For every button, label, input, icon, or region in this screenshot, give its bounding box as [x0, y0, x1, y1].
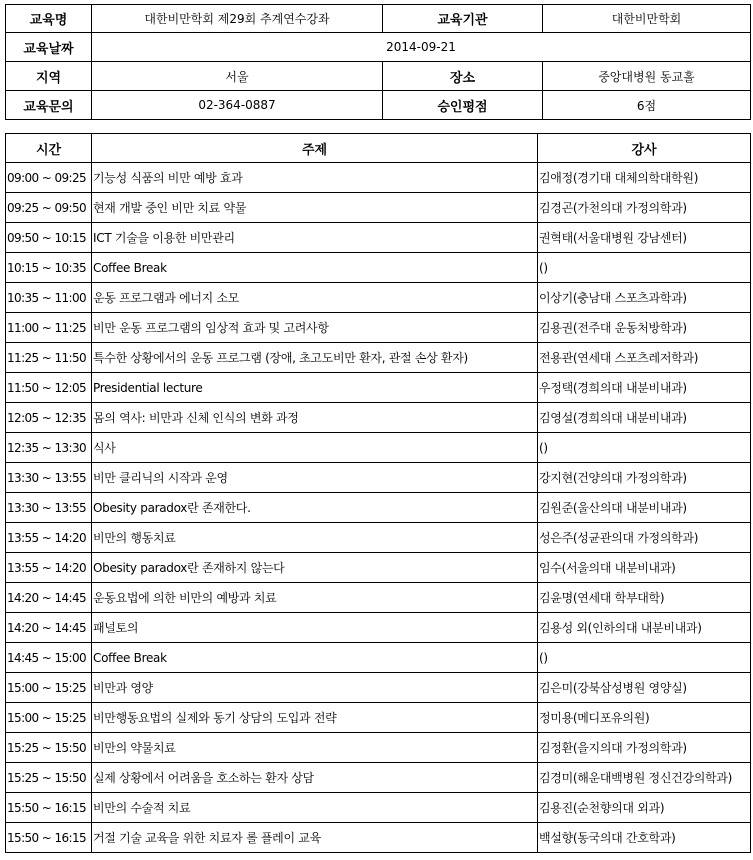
session-time: 15:00 ~ 15:25 — [6, 703, 92, 733]
session-speaker: 김경미(해운대백병원 정신건강의학과) — [538, 763, 751, 793]
schedule-table — [5, 133, 751, 853]
schedule-row — [6, 823, 751, 853]
session-topic: 비만의 수술적 치료 — [92, 793, 538, 823]
session-topic: 비만의 약물치료 — [92, 733, 538, 763]
session-speaker: 김은미(강북삼성병원 영양실) — [538, 673, 751, 703]
session-time: 13:30 ~ 13:55 — [6, 463, 92, 493]
session-topic: 비만행동요법의 실제와 동기 상담의 도입과 전략 — [92, 703, 538, 733]
venue-label: 장소 — [383, 62, 543, 91]
course-info-table — [5, 4, 751, 120]
session-time: 13:55 ~ 14:20 — [6, 523, 92, 553]
session-time: 11:25 ~ 11:50 — [6, 343, 92, 373]
schedule-row — [6, 373, 751, 403]
speaker-column-header: 강사 — [538, 134, 751, 163]
session-time: 14:45 ~ 15:00 — [6, 643, 92, 673]
course-name-label: 교육명 — [6, 5, 92, 33]
session-speaker: 김애정(경기대 대체의학대학원) — [538, 163, 751, 193]
session-topic: Coffee Break — [92, 253, 538, 283]
session-time: 15:50 ~ 16:15 — [6, 793, 92, 823]
session-speaker: 김용진(순천향의대 외과) — [538, 793, 751, 823]
session-speaker: 김정환(을지의대 가정의학과) — [538, 733, 751, 763]
session-time: 15:50 ~ 16:15 — [6, 823, 92, 853]
schedule-header-row — [6, 134, 751, 163]
session-speaker: 김영설(경희의대 내분비내과) — [538, 403, 751, 433]
session-time: 15:00 ~ 15:25 — [6, 673, 92, 703]
session-speaker: 이상기(충남대 스포츠과학과) — [538, 283, 751, 313]
region-label: 지역 — [6, 62, 92, 91]
session-time: 10:35 ~ 11:00 — [6, 283, 92, 313]
schedule-body — [6, 163, 751, 853]
session-time: 15:25 ~ 15:50 — [6, 733, 92, 763]
session-speaker: 김경곤(가천의대 가정의학과) — [538, 193, 751, 223]
topic-column-header: 주제 — [92, 134, 538, 163]
session-topic: Presidential lecture — [92, 373, 538, 403]
session-topic: 운동 프로그램과 에너지 소모 — [92, 283, 538, 313]
session-time: 13:30 ~ 13:55 — [6, 493, 92, 523]
session-topic: 거절 기술 교육을 위한 치료자 롤 플레이 교육 — [92, 823, 538, 853]
session-topic: Obesity paradox란 존재하지 않는다 — [92, 553, 538, 583]
schedule-row — [6, 343, 751, 373]
schedule-row — [6, 703, 751, 733]
schedule-row — [6, 193, 751, 223]
session-time: 14:20 ~ 14:45 — [6, 583, 92, 613]
session-topic: 기능성 식품의 비만 예방 효과 — [92, 163, 538, 193]
session-speaker: 김용권(전주대 운동처방학과) — [538, 313, 751, 343]
time-column-header: 시간 — [6, 134, 92, 163]
session-time: 13:55 ~ 14:20 — [6, 553, 92, 583]
contact-label: 교육문의 — [6, 91, 92, 120]
session-time: 09:00 ~ 09:25 — [6, 163, 92, 193]
schedule-row — [6, 313, 751, 343]
venue-value: 중앙대병원 동교홀 — [543, 62, 751, 91]
date-label: 교육날짜 — [6, 33, 92, 62]
session-time: 10:15 ~ 10:35 — [6, 253, 92, 283]
session-topic: 특수한 상황에서의 운동 프로그램 (장애, 초고도비만 환자, 관절 손상 환자) — [92, 343, 538, 373]
session-topic: 운동요법에 의한 비만의 예방과 치료 — [92, 583, 538, 613]
session-topic: Obesity paradox란 존재한다. — [92, 493, 538, 523]
session-time: 14:20 ~ 14:45 — [6, 613, 92, 643]
institution-value: 대한비만학회 — [543, 5, 751, 33]
schedule-row — [6, 673, 751, 703]
schedule-row — [6, 433, 751, 463]
session-speaker: 전용관(연세대 스포츠레저학과) — [538, 343, 751, 373]
session-topic: 비만 운동 프로그램의 임상적 효과 및 고려사항 — [92, 313, 538, 343]
contact-value: 02-364-0887 — [92, 91, 383, 120]
session-time: 11:50 ~ 12:05 — [6, 373, 92, 403]
session-topic: 비만 클리닉의 시작과 운영 — [92, 463, 538, 493]
session-time: 09:50 ~ 10:15 — [6, 223, 92, 253]
session-speaker: () — [538, 253, 751, 283]
session-topic: 몸의 역사: 비만과 신체 인식의 변화 과정 — [92, 403, 538, 433]
session-speaker: 우정택(경희의대 내분비내과) — [538, 373, 751, 403]
session-speaker: 임수(서울의대 내분비내과) — [538, 553, 751, 583]
session-topic: 비만과 영양 — [92, 673, 538, 703]
session-speaker: () — [538, 433, 751, 463]
schedule-row — [6, 763, 751, 793]
session-time: 12:05 ~ 12:35 — [6, 403, 92, 433]
info-row-contact — [6, 91, 751, 120]
session-time: 15:25 ~ 15:50 — [6, 763, 92, 793]
session-topic: 실제 상황에서 어려움을 호소하는 환자 상담 — [92, 763, 538, 793]
schedule-row — [6, 163, 751, 193]
session-speaker: 김원준(울산의대 내분비내과) — [538, 493, 751, 523]
session-speaker: 강지현(건양의대 가정의학과) — [538, 463, 751, 493]
schedule-row — [6, 583, 751, 613]
region-value: 서울 — [92, 62, 383, 91]
course-name-value: 대한비만학회 제29회 추계연수강좌 — [92, 5, 383, 33]
session-topic: 현재 개발 중인 비만 치료 약물 — [92, 193, 538, 223]
session-speaker: () — [538, 643, 751, 673]
info-row-name — [6, 5, 751, 33]
session-time: 11:00 ~ 11:25 — [6, 313, 92, 343]
session-speaker: 김윤명(연세대 학부대학) — [538, 583, 751, 613]
schedule-row — [6, 283, 751, 313]
session-speaker: 정미용(메디포유의원) — [538, 703, 751, 733]
schedule-row — [6, 523, 751, 553]
credit-value: 6점 — [543, 91, 751, 120]
schedule-row — [6, 733, 751, 763]
schedule-row — [6, 553, 751, 583]
session-topic: 식사 — [92, 433, 538, 463]
institution-label: 교육기관 — [383, 5, 543, 33]
session-topic: Coffee Break — [92, 643, 538, 673]
date-value: 2014-09-21 — [92, 33, 751, 62]
schedule-row — [6, 223, 751, 253]
credit-label: 승인평점 — [383, 91, 543, 120]
schedule-row — [6, 403, 751, 433]
schedule-row — [6, 463, 751, 493]
session-time: 09:25 ~ 09:50 — [6, 193, 92, 223]
schedule-row — [6, 253, 751, 283]
schedule-row — [6, 613, 751, 643]
session-topic: 비만의 행동치료 — [92, 523, 538, 553]
session-topic: ICT 기술을 이용한 비만관리 — [92, 223, 538, 253]
info-row-region — [6, 62, 751, 91]
schedule-row — [6, 793, 751, 823]
session-speaker: 성은주(성균관의대 가정의학과) — [538, 523, 751, 553]
session-topic: 패널토의 — [92, 613, 538, 643]
session-time: 12:35 ~ 13:30 — [6, 433, 92, 463]
info-row-date — [6, 33, 751, 62]
schedule-row — [6, 643, 751, 673]
schedule-row — [6, 493, 751, 523]
session-speaker: 백설향(동국의대 간호학과) — [538, 823, 751, 853]
session-speaker: 김용성 외(인하의대 내분비내과) — [538, 613, 751, 643]
session-speaker: 권혁태(서울대병원 강남센터) — [538, 223, 751, 253]
